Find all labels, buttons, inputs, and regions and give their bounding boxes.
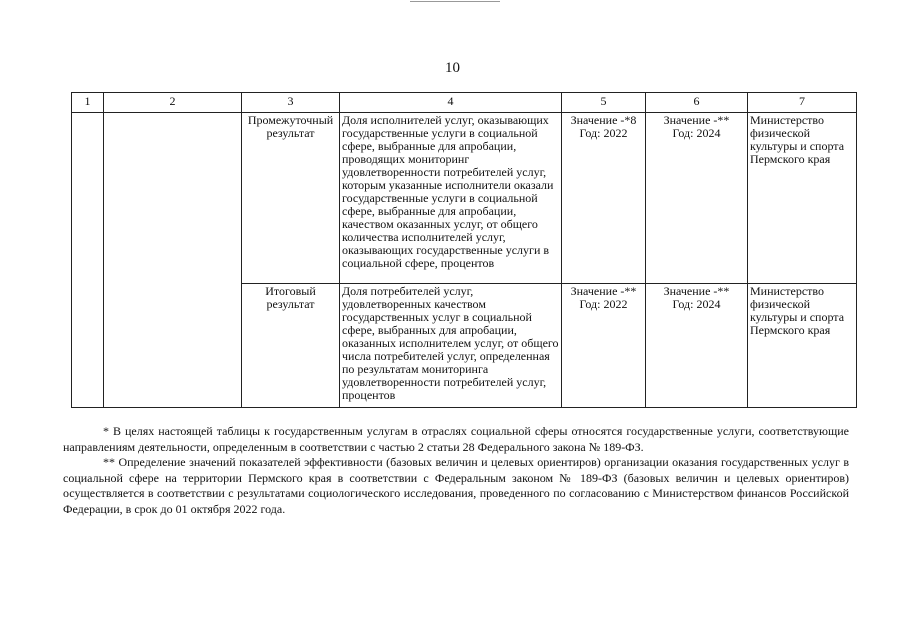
cell-indicator: Доля исполнителей услуг, оказывающих государственные услуги в социальной сфере, выбранные для апробации, проводящих мониторинг удовлетворенности потребителей услуг, которым указанные исполнители оказали государственные услуги в социальной сфере, выбранные для апробации, качеством оказанных услуг, от общего количества исполнителей услуг, оказывающих государственные услуги в социальной сфере, процентов (340, 113, 562, 284)
cell-target-value (646, 113, 748, 284)
cell-name (104, 113, 242, 408)
cell-target-value (646, 284, 748, 408)
cell-result-type: Промежуточный результат (242, 113, 340, 284)
header-col-7: 7 (748, 93, 857, 113)
cell-responsible: Министерство физической культуры и спорта Пермского края (748, 284, 857, 408)
header-col-5: 5 (562, 93, 646, 113)
indicators-table (71, 92, 857, 408)
cell-result-type: Итоговый результат (242, 284, 340, 408)
target-value-year: Год: 2024 (672, 126, 721, 140)
footnotes (63, 424, 849, 517)
base-value-label: Значение -** (570, 284, 637, 298)
page-number: 10 (445, 60, 460, 76)
target-value-label: Значение -** (663, 284, 730, 298)
top-rule (410, 1, 500, 2)
header-col-3: 3 (242, 93, 340, 113)
header-col-2: 2 (104, 93, 242, 113)
footnote-1: * В целях настоящей таблицы к государственным услугам в отраслях социальной сферы относятся государственные услуги, соответствующие направлениям деятельности, определенным в соответствии с частью 2 статьи 28 Федерального закона № 189-ФЗ. (63, 424, 849, 454)
table-header-row (72, 93, 857, 113)
cell-base-value (562, 284, 646, 408)
target-value-label: Значение -** (663, 113, 730, 127)
cell-responsible: Министерство физической культуры и спорта Пермского края (748, 113, 857, 284)
table-row (72, 113, 857, 284)
header-col-6: 6 (646, 93, 748, 113)
header-col-4: 4 (340, 93, 562, 113)
header-col-1: 1 (72, 93, 104, 113)
cell-indicator: Доля потребителей услуг, удовлетворенных качеством государственных услуг в социальной сфере, выбранных для апробации, оказанных исполнителем услуг, от общего числа потребителей услуг, определенная по результатам мониторинга удовлетворенности потребителей услуг, процентов (340, 284, 562, 408)
footnote-2: ** Определение значений показателей эффективности (базовых величин и целевых ориентиров) организации оказания государственных услуг в социальной сфере на территории Пермского края в соответствии с Федеральным законом № 189-ФЗ (базовых величин и целевых ориентиров) осуществляется в соответствии с результатами социологического исследования, проведенного по согласованию с Министерством финансов Российской Федерации, в срок до 01 октября 2022 года. (63, 455, 849, 516)
cell-base-value (562, 113, 646, 284)
base-value-year: Год: 2022 (579, 126, 628, 140)
base-value-year: Год: 2022 (579, 297, 628, 311)
base-value-label: Значение -*8 (570, 113, 637, 127)
target-value-year: Год: 2024 (672, 297, 721, 311)
cell-number (72, 113, 104, 408)
